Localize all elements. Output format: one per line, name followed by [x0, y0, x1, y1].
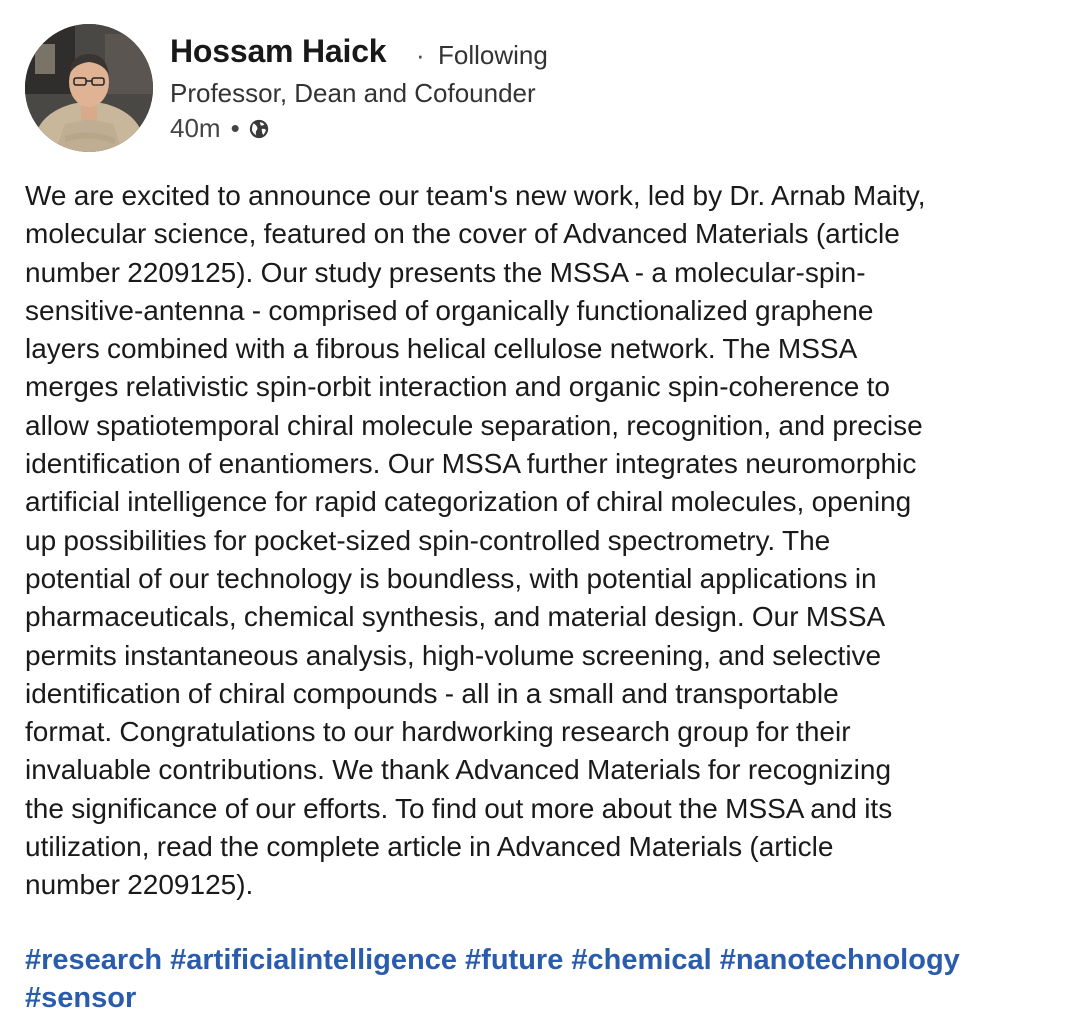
author-headline: Professor, Dean and Cofounder: [170, 78, 536, 108]
author-name[interactable]: Hossam Haick: [170, 33, 387, 69]
post-body: We are excited to announce our team's new work, led by Dr. Arnab Maity, molecular science, featured on the cover of Advanced Materials (article number 2209125). Our study presents the MSSA - a molecular-spin- sensitive-antenna - comprised of organically functionalized graphene layers combined with a fibrous helical cellulose network. The MSSA merges relativistic spin-orbit interaction and organic spin-coherence to allow spatiotemporal chiral molecule separation, recognition, and precise identification of enantiomers. Our MSSA further integrates neuromorphic artificial intelligence for rapid categorization of chiral molecules, opening up possibilities for pocket-sized spin-controlled spectrometry. The potential of our technology is boundless, with potential applications in pharmaceuticals, chemical synthesis, and material design. Our MSSA permits instantaneous analysis, high-volume screening, and selective identification of chiral compounds - all in a small and transportable format. Congratulations to our hardworking research group for their invaluable contributions. We thank Advanced Materials for recognizing the significance of our efforts. To find out more about the MSSA and its utilization, read the complete article in Advanced Materials (article number 2209125).: [25, 180, 926, 901]
post-time: 40m: [170, 113, 221, 143]
separator-dot: •: [230, 113, 240, 143]
globe-icon: [248, 118, 270, 140]
follow-status[interactable]: Following: [438, 40, 548, 70]
post-hashtags[interactable]: #research #artificialintelligence #future #chemical #nanotechnology #sensor: [25, 944, 960, 1015]
author-avatar[interactable]: [25, 24, 153, 152]
avatar-photo: [25, 24, 153, 152]
separator-dot: ·: [416, 40, 425, 70]
post-meta: [170, 113, 270, 144]
